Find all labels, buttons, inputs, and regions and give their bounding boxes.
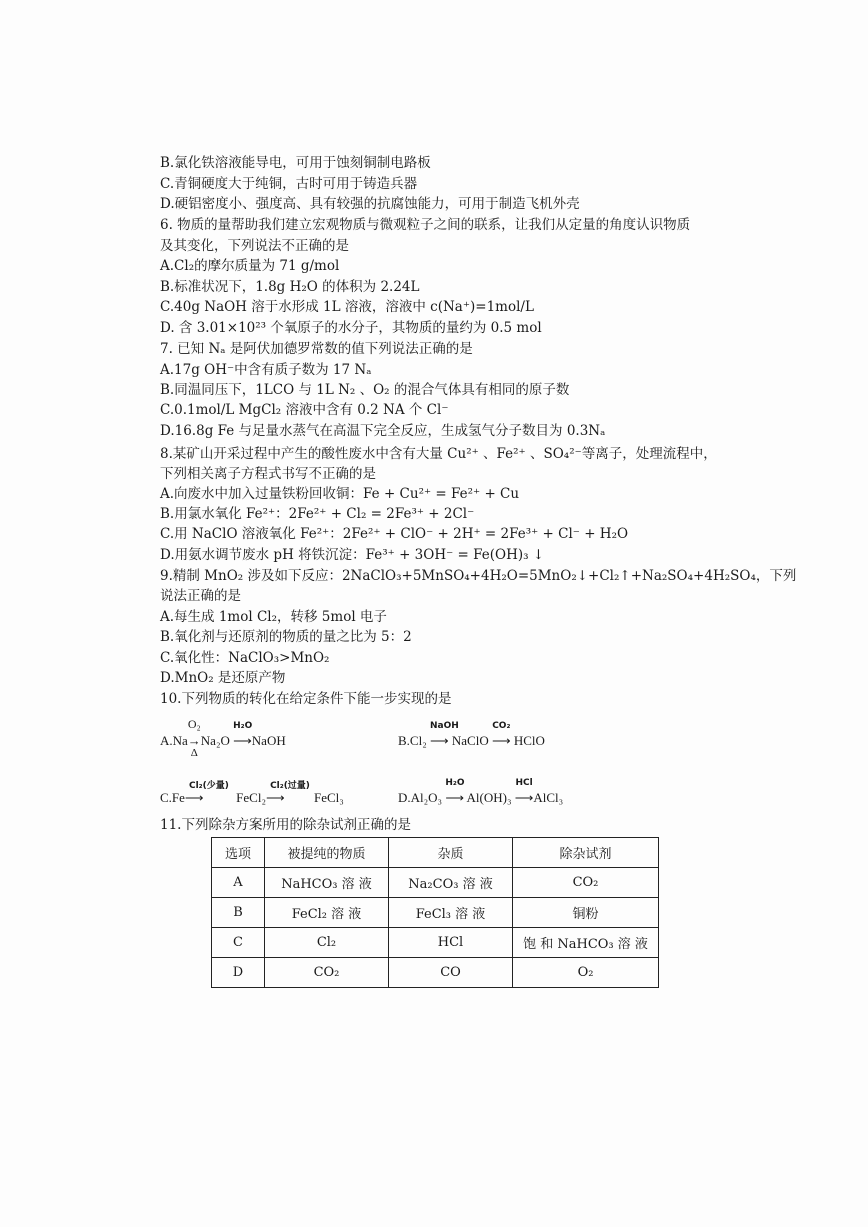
text-line: C.氧化性：NaClO₃>MnO₂ [160,650,330,666]
text-line: 及其变化，下列说法不正确的是 [160,238,349,254]
text-line: A.Cl₂的摩尔质量为 71 g/mol [160,258,340,274]
q10-c-arrow2-top: Cl₂(过量) [270,781,310,791]
text-line: D.硬铝密度小、强度高、具有较强的抗腐蚀能力，可用于制造飞机外壳 [160,196,580,212]
q10-a-arrow2: H₂O ⟶ [233,721,253,748]
q11-title: 11.下列除杂方案所用的除杂试剂正确的是 [160,817,411,833]
text-line: A.17g OH⁻中含有质子数为 17 Nₐ [160,362,372,378]
q10-c-mid: FeCl₂ [236,790,266,805]
text-line: 说法正确的是 [160,588,241,604]
text-line: 10.下列物质的转化在给定条件下能一步实现的是 [160,691,452,707]
q10-b-arrow1: NaOH ⟶ [430,721,459,748]
text-line: A.每生成 1mol Cl₂，转移 5mol 电子 [160,609,387,625]
text-line: C.用 NaClO 溶液氧化 Fe²⁺：2Fe²⁺ + ClO⁻ + 2H⁺ = 2Fe³⁺ + Cl⁻ + H₂O [160,526,629,542]
table-cell: A [212,868,265,898]
table-cell: 铜粉 [513,898,659,928]
table-header-cell: 杂质 [389,838,513,868]
q10-option-d [398,778,564,806]
table-cell: O₂ [513,958,659,988]
table-cell: D [212,958,265,988]
q10-c-arrow1: Cl₂(少量) ⟶ [185,790,233,806]
q10-d-prefix: D.Al₂O₃ [398,790,443,805]
q11-table-body [212,838,659,988]
text-line: D.16.8g Fe 与足量水蒸气在高温下完全反应，生成氢气分子数目为 0.3Nₐ [160,423,606,439]
q10-c-arrow1-top: Cl₂(少量) [188,781,229,791]
q10-option-c [160,781,344,806]
q10-a-mid: Na₂O [200,733,230,748]
table-cell: C [212,928,265,958]
text-line: B.氧化剂与还原剂的物质的量之比为 5：2 [160,629,412,645]
q11-table [211,837,659,988]
table-header-cell: 被提纯的物质 [265,838,389,868]
text-line: 7. 已知 Nₐ 是阿伏加德罗常数的值下列说法正确的是 [160,341,473,357]
table-row [212,928,659,958]
text-line: B.同温同压下，1LCO 与 1L N₂ 、O₂ 的混合气体具有相同的原子数 [160,382,570,398]
q10-c-prefix: C.Fe [160,790,185,805]
text-line: C.40g NaOH 溶于水形成 1L 溶液，溶液中 c(Na⁺)=1mol/L [160,299,534,315]
table-row [212,958,659,988]
q10-d-mid: Al(OH)₃ [466,790,512,805]
q10-b-end: HClO [513,733,545,748]
q10-b-mid: NaClO [451,733,489,748]
q10-d-arrow2: HCl ⟶ [514,778,534,805]
q10-a-prefix: A.Na [160,733,188,748]
text-line: C.0.1mol/L MgCl₂ 溶液中含有 0.2 NA 个 Cl⁻ [160,402,449,418]
text-line: 9.精制 MnO₂ 涉及如下反应：2NaClO₃+5MnSO₄+4H₂O=5MnO₂↓+Cl₂↑+Na₂SO₄+4H₂SO₄，下列 [160,568,797,584]
text-line: D.用氨水调节废水 pH 将铁沉淀：Fe³⁺ + 3OH⁻ = Fe(OH)₃ ↓ [160,547,545,563]
table-cell: B [212,898,265,928]
text-line: 8.某矿山开采过程中产生的酸性废水中含有大量 Cu²⁺ 、Fe²⁺ 、SO₄²⁻等离子，处理流程中， [160,446,717,462]
q10-c-end: FeCl₃ [314,790,344,805]
q10-d-arrow2-top: HCl [515,778,533,788]
table-header-cell: 除杂试剂 [513,838,659,868]
text-line: C.青铜硬度大于纯铜，古时可用于铸造兵器 [160,176,418,192]
q10-d-end: AlCl₃ [533,790,564,805]
q10-b-arrow1-top: NaOH [430,721,459,731]
text-line: B.氯化铁溶液能导电，可用于蚀刻铜制电路板 [160,155,431,171]
q10-option-b [398,721,545,749]
table-cell: Na₂CO₃ 溶 液 [389,868,513,898]
q10-a-arrow1-bottom: Δ [190,747,198,759]
text-line: D.MnO₂ 是还原产物 [160,670,286,686]
q10-a-arrow1-top: O₂ [187,717,201,731]
table-header-row [212,838,659,868]
table-cell: CO [389,958,513,988]
q10-b-arrow2: CO₂ ⟶ [491,721,511,748]
q10-option-a [160,717,286,759]
table-cell: 饱 和 NaHCO₃ 溶 液 [513,928,659,958]
text-line: A.向废水中加入过量铁粉回收铜：Fe + Cu²⁺ = Fe²⁺ + Cu [160,486,520,502]
q10-d-arrow1: H₂O ⟶ [445,778,465,805]
q10-a-arrow1: O₂ → Δ [187,717,201,759]
text-line: 6. 物质的量帮助我们建立宏观物质与微观粒子之间的联系，让我们从定量的角度认识物质 [160,217,691,233]
table-cell: CO₂ [265,958,389,988]
q10-a-arrow2-top: H₂O [233,721,253,731]
table-cell: Cl₂ [265,928,389,958]
table-cell: FeCl₃ 溶 液 [389,898,513,928]
table-row [212,868,659,898]
q10-b-arrow2-top: CO₂ [492,721,511,731]
text-line: B.标准状况下，1.8g H₂O 的体积为 2.24L [160,279,420,295]
table-header-cell: 选项 [212,838,265,868]
q10-d-arrow1-top: H₂O [445,778,465,788]
q10-c-arrow2: Cl₂(过量) ⟶ [266,790,314,806]
text-line: B.用氯水氧化 Fe²⁺：2Fe²⁺ + Cl₂ = 2Fe³⁺ + 2Cl⁻ [160,506,475,522]
table-cell: FeCl₂ 溶 液 [265,898,389,928]
text-line: 下列相关离子方程式书写不正确的是 [160,466,376,482]
table-cell: CO₂ [513,868,659,898]
text-line: D. 含 3.01×10²³ 个氧原子的水分子，其物质的量约为 0.5 mol [160,320,542,336]
table-cell: HCl [389,928,513,958]
q10-b-prefix: B.Cl₂ [398,733,427,748]
table-row [212,898,659,928]
table-cell: NaHCO₃ 溶 液 [265,868,389,898]
q10-a-end: NaOH [251,733,286,748]
